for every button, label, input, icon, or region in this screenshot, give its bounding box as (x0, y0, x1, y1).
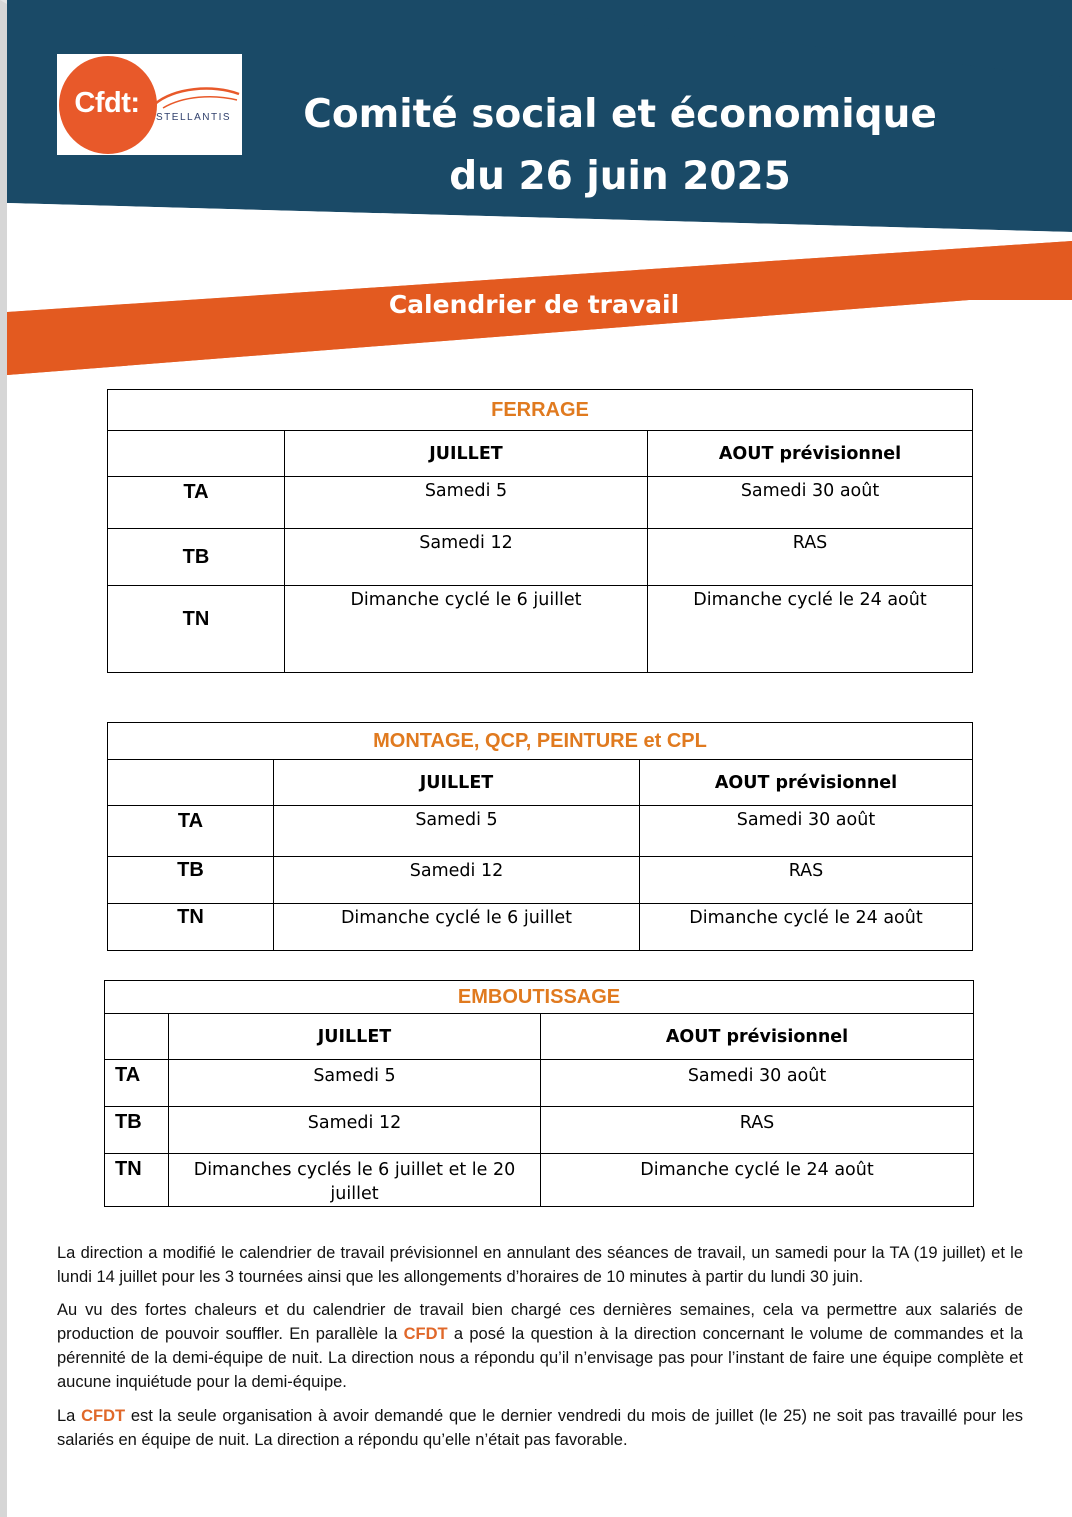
cell-juillet: Samedi 5 (285, 477, 648, 529)
cell-juillet: Samedi 12 (274, 857, 640, 904)
table-row (108, 586, 973, 673)
row-label: TA (108, 806, 274, 857)
cell-juillet: Samedi 12 (169, 1107, 541, 1154)
table-row (108, 477, 973, 529)
row-label: TB (108, 529, 285, 586)
cell-juillet: Samedi 12 (285, 529, 648, 586)
page-title-date: du 26 juin 2025 (449, 154, 791, 199)
section-subtitle: Calendrier de travail (388, 290, 680, 319)
table-row (108, 529, 973, 586)
logo (57, 54, 242, 155)
table-row (105, 1154, 974, 1207)
cell-juillet: Dimanche cyclé le 6 juillet (274, 904, 640, 951)
row-label: TA (105, 1060, 169, 1107)
montage-table (107, 722, 973, 951)
column-header-juillet: JUILLET (169, 1014, 541, 1060)
table-section-title: MONTAGE, QCP, PEINTURE et CPL (108, 723, 973, 760)
cfdt-highlight: CFDT (403, 1325, 448, 1343)
paragraph-text: La direction a modifié le calendrier de travail prévisionnel en annulant des séances de travail, un samedi pour la TA (19 juillet) et le lundi 14 juillet pour les 3 tournées ainsi que les allongements d’horaires de 10 minutes à partir du lundi 30 juin. (57, 1244, 1023, 1286)
logo-stellantis-text: STELLANTIS (156, 112, 232, 123)
cell-aout: Samedi 30 août (541, 1060, 974, 1107)
table-section-title: FERRAGE (108, 390, 973, 431)
cfdt-highlight: CFDT (81, 1407, 126, 1425)
cell-juillet: Samedi 5 (169, 1060, 541, 1107)
column-header-juillet: JUILLET (274, 760, 640, 806)
row-label: TA (108, 477, 285, 529)
paragraph-text: est la seule organisation à avoir demandé que le dernier vendredi du mois de juillet (le 25) ne soit pas travaillé pour les salariés en équipe de nuit. La direction a répondu qu’elle n’était pas favorable. (57, 1407, 1024, 1449)
cell-juillet: Dimanche cyclé le 6 juillet (285, 586, 648, 673)
cell-aout: Dimanche cyclé le 24 août (640, 904, 973, 951)
paragraph-text: a posé la question à la direction concernant le volume de commandes et la pérennité de la demi-équipe de nuit. La direction nous a répondu qu’il n’envisage pas pour l’instant de faire une équipe complète et aucune inquiétude pour la demi-équipe. (57, 1325, 1023, 1391)
column-header-empty (105, 1014, 169, 1060)
cell-juillet: Dimanches cyclés le 6 juillet et le 20 juillet (169, 1154, 541, 1207)
paragraph-calendar-change (57, 1241, 1023, 1289)
column-header-empty (108, 431, 285, 477)
cell-aout: RAS (640, 857, 973, 904)
cell-aout: Samedi 30 août (640, 806, 973, 857)
column-header-aout: AOUT prévisionnel (640, 760, 973, 806)
cell-aout: RAS (541, 1107, 974, 1154)
emboutissage-table (104, 980, 974, 1207)
table-row (105, 1060, 974, 1107)
column-header-empty (108, 760, 274, 806)
table-section-title: EMBOUTISSAGE (105, 981, 974, 1014)
table-row (108, 857, 973, 904)
row-label: TB (108, 857, 274, 904)
column-header-aout: AOUT prévisionnel (648, 431, 973, 477)
cell-aout: Dimanche cyclé le 24 août (541, 1154, 974, 1207)
cell-aout: Dimanche cyclé le 24 août (648, 586, 973, 673)
cell-aout: RAS (648, 529, 973, 586)
paragraph-heatwave (57, 1298, 1023, 1394)
row-label: TN (108, 586, 285, 673)
table-row (108, 904, 973, 951)
cell-juillet: Samedi 5 (274, 806, 640, 857)
paragraph-text: Au vu des fortes chaleurs et du calendrier de travail bien chargé ces dernières semaines, cela va permettre aux salariés de production de pouvoir souffler. En parallèle la (57, 1301, 1023, 1343)
row-label: TN (105, 1154, 169, 1207)
paragraph-night-shift (57, 1404, 1023, 1452)
ferrage-table (107, 389, 973, 673)
table-row (108, 806, 973, 857)
page-title: Comité social et économique (303, 92, 937, 137)
row-label: TB (105, 1107, 169, 1154)
column-header-juillet: JUILLET (285, 431, 648, 477)
row-label: TN (108, 904, 274, 951)
column-header-aout: AOUT prévisionnel (541, 1014, 974, 1060)
table-row (105, 1107, 974, 1154)
cell-aout: Samedi 30 août (648, 477, 973, 529)
stellantis-swoosh-icon (153, 84, 241, 114)
paragraph-text: La (57, 1407, 76, 1425)
logo-cfdt-text: Cfdt: (74, 87, 140, 119)
